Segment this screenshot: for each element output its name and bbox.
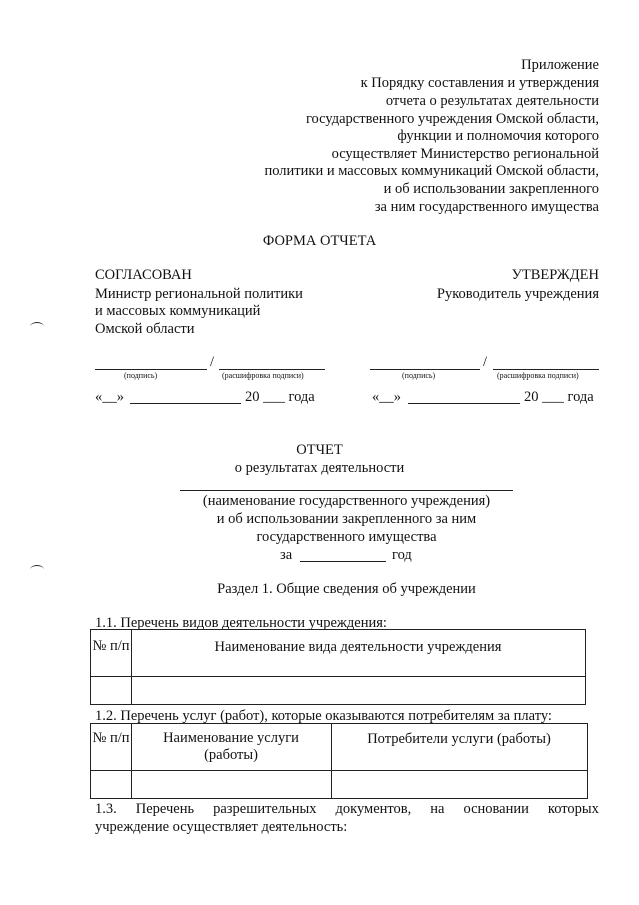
item-1-1: 1.1. Перечень видов деятельности учреждения: — [95, 615, 387, 631]
table-header-no: № п/п — [92, 638, 130, 654]
appendix-line: отчета о результатах деятельности — [385, 93, 599, 109]
signature-slash: / — [483, 354, 488, 370]
appendix-line: политики и массовых коммуникаций Омской области, — [264, 163, 599, 179]
margin-mark — [30, 565, 44, 574]
approved-line: Руководитель учреждения — [436, 286, 599, 302]
decode-line — [493, 369, 599, 370]
item-1-3-word: документов, — [335, 801, 412, 817]
table-header-no: № п/п — [92, 730, 130, 746]
services-table — [90, 723, 588, 799]
item-1-3-word: которых — [547, 801, 599, 817]
property-line: государственного имущества — [256, 529, 437, 545]
institution-line — [180, 490, 513, 491]
institution-caption: (наименование государственного учреждения) — [202, 493, 491, 509]
table-header-service: Наименование услуги (работы) — [163, 730, 299, 763]
signature-line — [370, 369, 480, 370]
agreed-line: Министр региональной политики — [95, 286, 303, 302]
decode-line — [219, 369, 325, 370]
table-header-consumers: Потребители услуги (работы) — [367, 731, 551, 747]
activities-table — [90, 629, 586, 705]
appendix-line: государственного учреждения Омской области, — [305, 111, 599, 127]
margin-mark — [30, 322, 44, 331]
appendix-line: Приложение — [521, 57, 599, 73]
form-title: ФОРМА ОТЧЕТА — [262, 233, 377, 249]
report-year-line — [300, 561, 386, 562]
decode-caption: (расшифровка подписи) — [497, 371, 579, 380]
report-year: год — [392, 547, 412, 563]
item-1-3-continuation: учреждение осуществляет деятельность: — [95, 819, 348, 835]
approved-heading: УТВЕРЖДЕН — [511, 267, 599, 283]
signature-line — [95, 369, 207, 370]
signature-caption: (подпись) — [402, 371, 436, 380]
item-1-3-word: основании — [463, 801, 529, 817]
date-line — [130, 403, 241, 404]
item-1-3-line — [95, 800, 599, 818]
decode-caption: (расшифровка подписи) — [222, 371, 304, 380]
appendix-line: и об использовании закрепленного — [383, 181, 599, 197]
appendix-line: к Порядку составления и утверждения — [360, 75, 599, 91]
date-year: 20 ___ года — [245, 389, 315, 405]
appendix-line: за ним государственного имущества — [374, 199, 599, 215]
item-1-3-word: разрешительных — [213, 801, 317, 817]
date-line — [408, 403, 520, 404]
signature-slash: / — [210, 354, 215, 370]
signature-caption: (подпись) — [124, 371, 158, 380]
item-1-3-word: на — [430, 801, 445, 817]
table-header-activity: Наименование вида деятельности учреждения — [214, 639, 502, 655]
appendix-line: осуществляет Министерство региональной — [331, 146, 599, 162]
report-subtitle: о результатах деятельности — [234, 460, 405, 476]
date-open: «__» — [95, 389, 124, 405]
agreed-line: и массовых коммуникаций — [95, 303, 261, 319]
item-1-2: 1.2. Перечень услуг (работ), которые оказываются потребителям за плату: — [95, 708, 552, 724]
report-for: за — [280, 547, 293, 563]
section-title: Раздел 1. Общие сведения об учреждении — [217, 581, 476, 597]
property-line: и об использовании закрепленного за ним — [216, 511, 477, 527]
appendix-line: функции и полномочия которого — [397, 128, 599, 144]
column-divider — [131, 724, 132, 798]
item-1-3-word: Перечень — [135, 801, 195, 817]
agreed-line: Омской области — [95, 321, 195, 337]
row-divider — [91, 676, 585, 677]
row-divider — [91, 770, 587, 771]
report-title: ОТЧЕТ — [296, 442, 343, 458]
date-year: 20 ___ года — [524, 389, 594, 405]
item-1-3-word: 1.3. — [95, 801, 117, 817]
agreed-heading: СОГЛАСОВАН — [95, 267, 192, 283]
date-open: «__» — [372, 389, 401, 405]
